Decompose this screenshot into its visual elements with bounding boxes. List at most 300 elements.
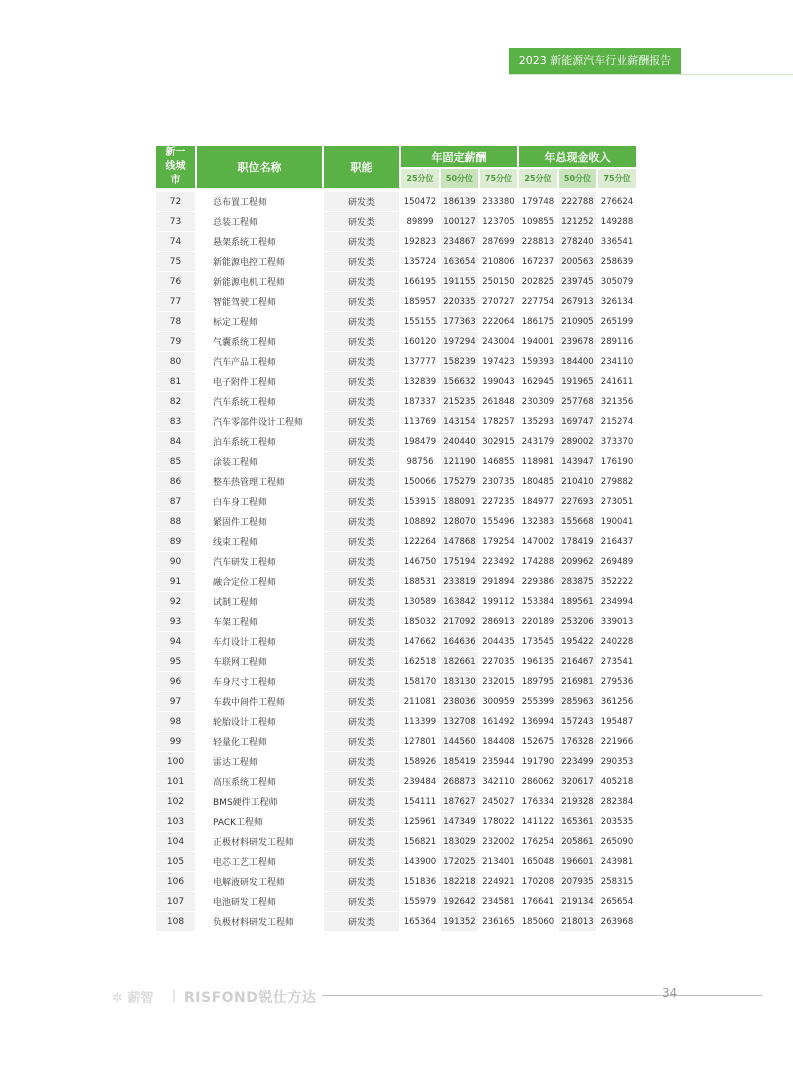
position-cell: 电子附件工程师 xyxy=(197,372,324,392)
function-cell: 研发类 xyxy=(324,712,401,732)
col-header-position: 职位名称 xyxy=(197,146,324,188)
table-row xyxy=(156,392,638,412)
cash-p50-cell: 157243 xyxy=(559,712,598,732)
cash-p25-cell: 176641 xyxy=(519,892,559,912)
position-cell: 白车身工程师 xyxy=(197,492,324,512)
cash-p25-cell: 147002 xyxy=(519,532,559,552)
report-title-tag xyxy=(509,48,681,74)
cash-p75-cell: 405218 xyxy=(598,772,638,792)
position-cell: 融合定位工程师 xyxy=(197,572,324,592)
fixed-p50-cell: 187627 xyxy=(441,792,480,812)
footer-rule xyxy=(322,995,762,996)
table-row xyxy=(156,452,638,472)
cash-p50-cell: 320617 xyxy=(559,772,598,792)
rank-cell: 91 xyxy=(156,572,197,592)
fixed-p25-cell: 125961 xyxy=(401,812,441,832)
rank-cell: 73 xyxy=(156,212,197,232)
cash-p25-cell: 159393 xyxy=(519,352,559,372)
cash-p50-cell: 278240 xyxy=(559,232,598,252)
cash-p50-cell: 121252 xyxy=(559,212,598,232)
fixed-p75-cell: 184408 xyxy=(480,732,519,752)
fixed-p75-cell: 232002 xyxy=(480,832,519,852)
cash-p50-cell: 176328 xyxy=(559,732,598,752)
rank-cell: 74 xyxy=(156,232,197,252)
cash-p75-cell: 373370 xyxy=(598,432,638,452)
fixed-p75-cell: 199112 xyxy=(480,592,519,612)
cash-p50-cell: 267913 xyxy=(559,292,598,312)
table-row xyxy=(156,852,638,872)
group-header-fixed-salary: 年固定薪酬 xyxy=(401,146,519,169)
position-cell: 雷达工程师 xyxy=(197,752,324,772)
logo-risfond: RISFOND锐仕方达 xyxy=(184,990,317,1006)
table-row xyxy=(156,652,638,672)
rank-cell: 107 xyxy=(156,892,197,912)
cash-p25-cell: 153384 xyxy=(519,592,559,612)
cash-p50-cell: 200563 xyxy=(559,252,598,272)
function-cell: 研发类 xyxy=(324,592,401,612)
cash-p75-cell: 305079 xyxy=(598,272,638,292)
function-cell: 研发类 xyxy=(324,572,401,592)
cash-p50-cell: 289002 xyxy=(559,432,598,452)
fixed-p75-cell: 161492 xyxy=(480,712,519,732)
cash-p25-cell: 255399 xyxy=(519,692,559,712)
position-cell: 轮胎设计工程师 xyxy=(197,712,324,732)
function-cell: 研发类 xyxy=(324,452,401,472)
fixed-p25-cell: 137777 xyxy=(401,352,441,372)
function-cell: 研发类 xyxy=(324,892,401,912)
fixed-p50-cell: 163842 xyxy=(441,592,480,612)
table-row xyxy=(156,752,638,772)
fixed-p75-cell: 223492 xyxy=(480,552,519,572)
rank-cell: 102 xyxy=(156,792,197,812)
cash-p50-cell: 178419 xyxy=(559,532,598,552)
position-cell: 车架工程师 xyxy=(197,612,324,632)
position-cell: 车联网工程师 xyxy=(197,652,324,672)
table-row xyxy=(156,672,638,692)
rank-cell: 76 xyxy=(156,272,197,292)
function-cell: 研发类 xyxy=(324,312,401,332)
fixed-p50-cell: 100127 xyxy=(441,212,480,232)
cash-p75-cell: 195487 xyxy=(598,712,638,732)
fixed-p25-cell: 165364 xyxy=(401,912,441,932)
footer-separator: | xyxy=(172,988,177,1002)
fixed-p50-cell: 192642 xyxy=(441,892,480,912)
table-row xyxy=(156,352,638,372)
position-cell: 新能源电机工程师 xyxy=(197,272,324,292)
fixed-p25-cell: 239484 xyxy=(401,772,441,792)
position-cell: 负极材料研发工程师 xyxy=(197,912,324,932)
cash-p50-cell: 143947 xyxy=(559,452,598,472)
rank-cell: 82 xyxy=(156,392,197,412)
cash-p75-cell: 290353 xyxy=(598,752,638,772)
position-cell: 总装工程师 xyxy=(197,212,324,232)
footer xyxy=(112,986,682,1006)
fixed-p25-cell: 187337 xyxy=(401,392,441,412)
fixed-p25-cell: 135724 xyxy=(401,252,441,272)
cash-p75-cell: 215274 xyxy=(598,412,638,432)
fixed-p75-cell: 261848 xyxy=(480,392,519,412)
rank-cell: 86 xyxy=(156,472,197,492)
col-header-function: 职能 xyxy=(324,146,401,188)
cash-p50-cell: 219328 xyxy=(559,792,598,812)
fixed-p25-cell: 108892 xyxy=(401,512,441,532)
fixed-p50-cell: 147349 xyxy=(441,812,480,832)
fixed-p50-cell: 143154 xyxy=(441,412,480,432)
position-cell: 汽车产品工程师 xyxy=(197,352,324,372)
rank-cell: 88 xyxy=(156,512,197,532)
fixed-p25-cell: 122264 xyxy=(401,532,441,552)
cash-p75-cell: 326134 xyxy=(598,292,638,312)
function-cell: 研发类 xyxy=(324,532,401,552)
report-title: 2023 新能源汽车行业薪酬报告 xyxy=(518,54,672,67)
function-cell: 研发类 xyxy=(324,792,401,812)
fixed-p25-cell: 185957 xyxy=(401,292,441,312)
salary-table xyxy=(156,146,638,932)
cash-p50-cell: 210410 xyxy=(559,472,598,492)
cash-p25-cell: 141122 xyxy=(519,812,559,832)
rank-cell: 75 xyxy=(156,252,197,272)
rank-cell: 106 xyxy=(156,872,197,892)
position-cell: 紧固件工程师 xyxy=(197,512,324,532)
table-row xyxy=(156,712,638,732)
cash-p50-cell: 218013 xyxy=(559,912,598,932)
table-row xyxy=(156,292,638,312)
function-cell: 研发类 xyxy=(324,752,401,772)
rank-cell: 81 xyxy=(156,372,197,392)
cash-p25-cell: 227754 xyxy=(519,292,559,312)
fixed-p75-cell: 302915 xyxy=(480,432,519,452)
cash-p75-cell: 279536 xyxy=(598,672,638,692)
position-cell: 车载中间件工程师 xyxy=(197,692,324,712)
cash-p50-cell: 155668 xyxy=(559,512,598,532)
function-cell: 研发类 xyxy=(324,512,401,532)
table-row xyxy=(156,872,638,892)
table-row xyxy=(156,412,638,432)
fixed-p75-cell: 233380 xyxy=(480,192,519,212)
fixed-p50-cell: 191155 xyxy=(441,272,480,292)
fixed-p25-cell: 89899 xyxy=(401,212,441,232)
fixed-p25-cell: 143900 xyxy=(401,852,441,872)
cash-p75-cell: 234994 xyxy=(598,592,638,612)
cash-p75-cell: 339013 xyxy=(598,612,638,632)
fixed-p50-cell: 175279 xyxy=(441,472,480,492)
fixed-p50-cell: 268873 xyxy=(441,772,480,792)
fixed-p25-cell: 113769 xyxy=(401,412,441,432)
fixed-p75-cell: 300959 xyxy=(480,692,519,712)
cash-p75-cell: 263968 xyxy=(598,912,638,932)
cash-p50-cell: 227693 xyxy=(559,492,598,512)
function-cell: 研发类 xyxy=(324,372,401,392)
fixed-p75-cell: 210806 xyxy=(480,252,519,272)
rank-cell: 84 xyxy=(156,432,197,452)
fixed-p75-cell: 227235 xyxy=(480,492,519,512)
fixed-p75-cell: 197423 xyxy=(480,352,519,372)
cash-p75-cell: 352222 xyxy=(598,572,638,592)
rank-cell: 94 xyxy=(156,632,197,652)
rank-cell: 100 xyxy=(156,752,197,772)
fixed-p50-cell: 182218 xyxy=(441,872,480,892)
cash-p75-cell: 265654 xyxy=(598,892,638,912)
fixed-p25-cell: 146750 xyxy=(401,552,441,572)
fixed-p50-cell: 191352 xyxy=(441,912,480,932)
cash-p75-cell: 276624 xyxy=(598,192,638,212)
fixed-p75-cell: 235944 xyxy=(480,752,519,772)
fixed-p75-cell: 250150 xyxy=(480,272,519,292)
table-row xyxy=(156,232,638,252)
cash-p75-cell: 273541 xyxy=(598,652,638,672)
table-row xyxy=(156,792,638,812)
fixed-p50-cell: 220335 xyxy=(441,292,480,312)
table-row xyxy=(156,912,638,932)
cash-p75-cell: 336541 xyxy=(598,232,638,252)
cash-p25-cell: 186175 xyxy=(519,312,559,332)
cash-p25-cell: 174288 xyxy=(519,552,559,572)
function-cell: 研发类 xyxy=(324,872,401,892)
fixed-p50-cell: 158239 xyxy=(441,352,480,372)
subheader-fixed-p25: 25分位 xyxy=(401,169,441,188)
table-row xyxy=(156,472,638,492)
function-cell: 研发类 xyxy=(324,632,401,652)
cash-p50-cell: 216981 xyxy=(559,672,598,692)
cash-p75-cell: 289116 xyxy=(598,332,638,352)
function-cell: 研发类 xyxy=(324,352,401,372)
rank-cell: 98 xyxy=(156,712,197,732)
cash-p50-cell: 253206 xyxy=(559,612,598,632)
fixed-p75-cell: 179254 xyxy=(480,532,519,552)
cash-p50-cell: 222788 xyxy=(559,192,598,212)
cash-p50-cell: 223499 xyxy=(559,752,598,772)
cash-p75-cell: 361256 xyxy=(598,692,638,712)
table-row xyxy=(156,632,638,652)
cash-p75-cell: 243981 xyxy=(598,852,638,872)
rank-cell: 90 xyxy=(156,552,197,572)
position-cell: 气囊系统工程师 xyxy=(197,332,324,352)
fixed-p25-cell: 162518 xyxy=(401,652,441,672)
table-row xyxy=(156,552,638,572)
cash-p25-cell: 118981 xyxy=(519,452,559,472)
function-cell: 研发类 xyxy=(324,472,401,492)
cash-p75-cell: 265090 xyxy=(598,832,638,852)
fixed-p50-cell: 183029 xyxy=(441,832,480,852)
position-cell: 汽车研发工程师 xyxy=(197,552,324,572)
fixed-p50-cell: 156632 xyxy=(441,372,480,392)
rank-cell: 83 xyxy=(156,412,197,432)
fixed-p50-cell: 238036 xyxy=(441,692,480,712)
cash-p25-cell: 243179 xyxy=(519,432,559,452)
fixed-p50-cell: 172025 xyxy=(441,852,480,872)
cash-p25-cell: 136994 xyxy=(519,712,559,732)
position-cell: 电芯工艺工程师 xyxy=(197,852,324,872)
position-cell: BMS硬件工程师 xyxy=(197,792,324,812)
cash-p50-cell: 285963 xyxy=(559,692,598,712)
cash-p25-cell: 167237 xyxy=(519,252,559,272)
fixed-p50-cell: 128070 xyxy=(441,512,480,532)
cash-p50-cell: 184400 xyxy=(559,352,598,372)
function-cell: 研发类 xyxy=(324,612,401,632)
fixed-p75-cell: 243004 xyxy=(480,332,519,352)
function-cell: 研发类 xyxy=(324,552,401,572)
cash-p50-cell: 239678 xyxy=(559,332,598,352)
position-cell: 电解液研发工程师 xyxy=(197,872,324,892)
logo-xinzhi-mark: ✲ xyxy=(112,991,123,1006)
rank-cell: 105 xyxy=(156,852,197,872)
cash-p25-cell: 135293 xyxy=(519,412,559,432)
fixed-p75-cell: 178257 xyxy=(480,412,519,432)
rank-cell: 97 xyxy=(156,692,197,712)
table-row xyxy=(156,192,638,212)
table-row xyxy=(156,832,638,852)
function-cell: 研发类 xyxy=(324,412,401,432)
fixed-p75-cell: 155496 xyxy=(480,512,519,532)
function-cell: 研发类 xyxy=(324,692,401,712)
function-cell: 研发类 xyxy=(324,252,401,272)
table-row xyxy=(156,532,638,552)
position-cell: 轻量化工程师 xyxy=(197,732,324,752)
function-cell: 研发类 xyxy=(324,772,401,792)
position-cell: 新能源电控工程师 xyxy=(197,252,324,272)
position-cell: 标定工程师 xyxy=(197,312,324,332)
cash-p75-cell: 241611 xyxy=(598,372,638,392)
cash-p75-cell: 321356 xyxy=(598,392,638,412)
fixed-p75-cell: 146855 xyxy=(480,452,519,472)
fixed-p25-cell: 151836 xyxy=(401,872,441,892)
position-cell: PACK工程师 xyxy=(197,812,324,832)
rank-cell: 92 xyxy=(156,592,197,612)
fixed-p75-cell: 270727 xyxy=(480,292,519,312)
position-cell: 试制工程师 xyxy=(197,592,324,612)
fixed-p25-cell: 185032 xyxy=(401,612,441,632)
fixed-p25-cell: 158926 xyxy=(401,752,441,772)
cash-p50-cell: 165361 xyxy=(559,812,598,832)
function-cell: 研发类 xyxy=(324,652,401,672)
fixed-p50-cell: 217092 xyxy=(441,612,480,632)
position-cell: 车灯设计工程师 xyxy=(197,632,324,652)
table-row xyxy=(156,212,638,232)
cash-p50-cell: 216467 xyxy=(559,652,598,672)
fixed-p75-cell: 236165 xyxy=(480,912,519,932)
cash-p75-cell: 221966 xyxy=(598,732,638,752)
cash-p25-cell: 176334 xyxy=(519,792,559,812)
fixed-p50-cell: 186139 xyxy=(441,192,480,212)
fixed-p25-cell: 150472 xyxy=(401,192,441,212)
cash-p25-cell: 191790 xyxy=(519,752,559,772)
cash-p75-cell: 273051 xyxy=(598,492,638,512)
subheader-cash-p50: 50分位 xyxy=(559,169,598,188)
header-divider xyxy=(509,74,793,75)
table-row xyxy=(156,612,638,632)
function-cell: 研发类 xyxy=(324,432,401,452)
fixed-p75-cell: 204435 xyxy=(480,632,519,652)
rank-cell: 95 xyxy=(156,652,197,672)
fixed-p50-cell: 121190 xyxy=(441,452,480,472)
table-row xyxy=(156,252,638,272)
cash-p25-cell: 220189 xyxy=(519,612,559,632)
subheader-fixed-p50: 50分位 xyxy=(441,169,480,188)
cash-p75-cell: 176190 xyxy=(598,452,638,472)
cash-p50-cell: 191965 xyxy=(559,372,598,392)
position-cell: 电池研发工程师 xyxy=(197,892,324,912)
position-cell: 涂装工程师 xyxy=(197,452,324,472)
cash-p50-cell: 196601 xyxy=(559,852,598,872)
table-row xyxy=(156,772,638,792)
cash-p25-cell: 194001 xyxy=(519,332,559,352)
fixed-p25-cell: 150066 xyxy=(401,472,441,492)
function-cell: 研发类 xyxy=(324,732,401,752)
fixed-p50-cell: 215235 xyxy=(441,392,480,412)
subheader-cash-p75: 75分位 xyxy=(598,169,638,188)
fixed-p75-cell: 227035 xyxy=(480,652,519,672)
fixed-p75-cell: 230735 xyxy=(480,472,519,492)
page-number: 34 xyxy=(662,986,678,1000)
fixed-p25-cell: 153915 xyxy=(401,492,441,512)
cash-p25-cell: 162945 xyxy=(519,372,559,392)
fixed-p75-cell: 232015 xyxy=(480,672,519,692)
fixed-p25-cell: 156821 xyxy=(401,832,441,852)
fixed-p25-cell: 198479 xyxy=(401,432,441,452)
fixed-p75-cell: 287699 xyxy=(480,232,519,252)
cash-p50-cell: 207935 xyxy=(559,872,598,892)
cash-p25-cell: 185060 xyxy=(519,912,559,932)
cash-p25-cell: 286062 xyxy=(519,772,559,792)
fixed-p25-cell: 211081 xyxy=(401,692,441,712)
fixed-p25-cell: 113399 xyxy=(401,712,441,732)
fixed-p25-cell: 127801 xyxy=(401,732,441,752)
fixed-p50-cell: 188091 xyxy=(441,492,480,512)
position-cell: 正极材料研发工程师 xyxy=(197,832,324,852)
logo-xinzhi-text: 薪智 xyxy=(127,991,154,1006)
table-body xyxy=(156,192,638,932)
table-row xyxy=(156,892,638,912)
fixed-p50-cell: 183130 xyxy=(441,672,480,692)
cash-p75-cell: 240228 xyxy=(598,632,638,652)
function-cell: 研发类 xyxy=(324,392,401,412)
cash-p25-cell: 230309 xyxy=(519,392,559,412)
cash-p75-cell: 149288 xyxy=(598,212,638,232)
fixed-p50-cell: 240440 xyxy=(441,432,480,452)
fixed-p75-cell: 286913 xyxy=(480,612,519,632)
function-cell: 研发类 xyxy=(324,232,401,252)
cash-p25-cell: 109855 xyxy=(519,212,559,232)
table-row xyxy=(156,272,638,292)
cash-p25-cell: 165048 xyxy=(519,852,559,872)
fixed-p25-cell: 98756 xyxy=(401,452,441,472)
rank-cell: 72 xyxy=(156,192,197,212)
function-cell: 研发类 xyxy=(324,492,401,512)
fixed-p50-cell: 182661 xyxy=(441,652,480,672)
position-cell: 线束工程师 xyxy=(197,532,324,552)
fixed-p50-cell: 164636 xyxy=(441,632,480,652)
fixed-p25-cell: 154111 xyxy=(401,792,441,812)
position-cell: 汽车零部件设计工程师 xyxy=(197,412,324,432)
fixed-p75-cell: 224921 xyxy=(480,872,519,892)
rank-cell: 101 xyxy=(156,772,197,792)
fixed-p25-cell: 132839 xyxy=(401,372,441,392)
function-cell: 研发类 xyxy=(324,292,401,312)
function-cell: 研发类 xyxy=(324,912,401,932)
rank-cell: 103 xyxy=(156,812,197,832)
function-cell: 研发类 xyxy=(324,672,401,692)
rank-cell: 89 xyxy=(156,532,197,552)
fixed-p25-cell: 160120 xyxy=(401,332,441,352)
table-row xyxy=(156,312,638,332)
function-cell: 研发类 xyxy=(324,812,401,832)
fixed-p50-cell: 144560 xyxy=(441,732,480,752)
cash-p25-cell: 202825 xyxy=(519,272,559,292)
cash-p75-cell: 282384 xyxy=(598,792,638,812)
rank-cell: 96 xyxy=(156,672,197,692)
function-cell: 研发类 xyxy=(324,192,401,212)
cash-p75-cell: 258639 xyxy=(598,252,638,272)
